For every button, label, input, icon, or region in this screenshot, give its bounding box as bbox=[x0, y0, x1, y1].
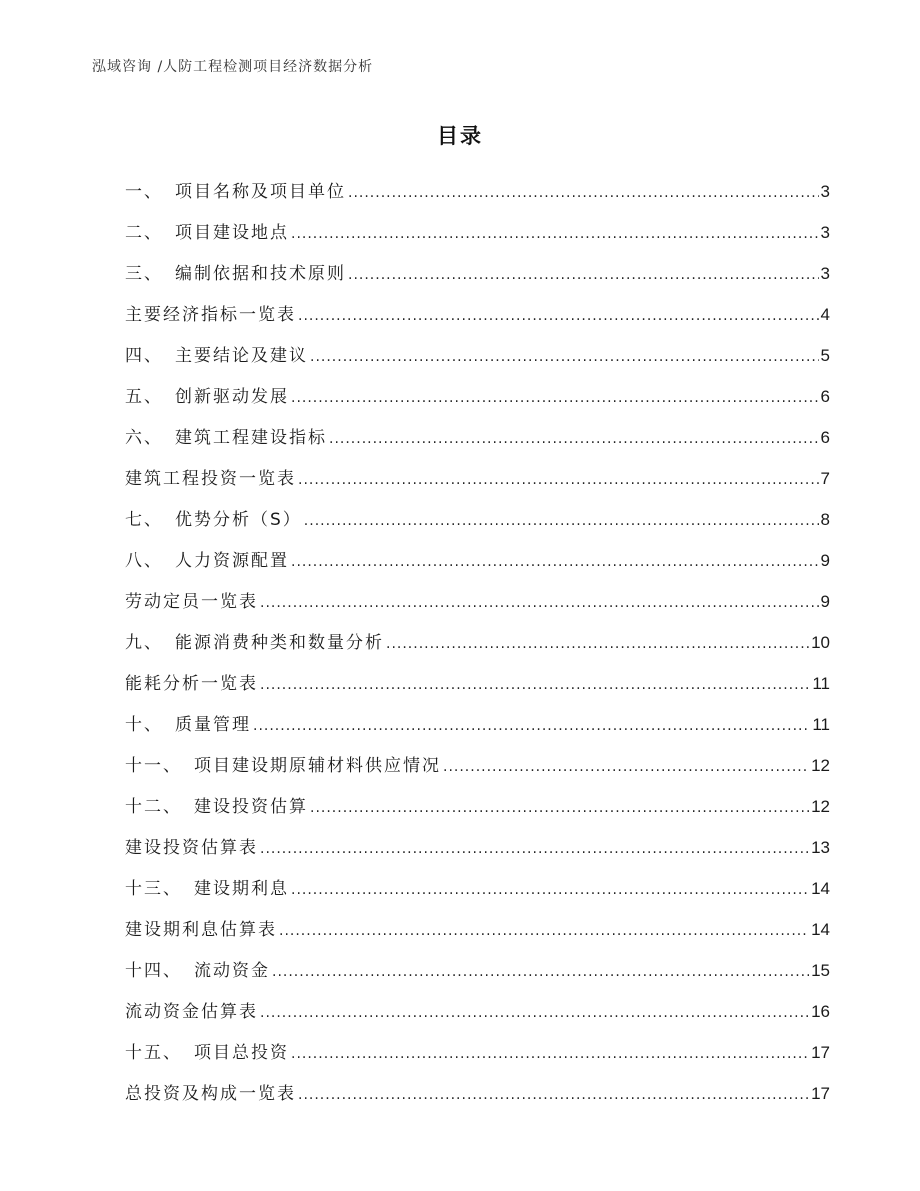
toc-entry-page-number: 6 bbox=[820, 428, 830, 447]
toc-entry[interactable] bbox=[125, 991, 830, 1032]
toc-dot-leader bbox=[298, 1075, 809, 1116]
toc-dot-leader bbox=[310, 337, 819, 378]
toc-dot-leader bbox=[260, 583, 819, 624]
toc-entry-page-number: 12 bbox=[811, 797, 830, 816]
toc-entry-number: 八、 bbox=[125, 551, 163, 571]
toc-dot-leader bbox=[279, 911, 809, 952]
toc-entry[interactable] bbox=[125, 540, 830, 581]
toc-entry[interactable] bbox=[125, 171, 830, 212]
toc-entry[interactable] bbox=[125, 253, 830, 294]
toc-entry[interactable] bbox=[125, 663, 830, 704]
toc-entry-page-number: 13 bbox=[811, 838, 830, 857]
toc-entry[interactable] bbox=[125, 868, 830, 909]
toc-entry-title: 建设投资估算 bbox=[194, 797, 308, 817]
toc-dot-leader bbox=[386, 624, 809, 665]
toc-entry-title: 项目名称及项目单位 bbox=[175, 182, 346, 202]
toc-entry-title: 优势分析（S） bbox=[175, 510, 302, 530]
toc-entry-title: 流动资金 bbox=[194, 961, 270, 981]
toc-entry-page-number: 11 bbox=[812, 674, 830, 693]
toc-entry-title: 能源消费种类和数量分析 bbox=[175, 633, 384, 653]
toc-dot-leader bbox=[310, 788, 809, 829]
toc-entry[interactable] bbox=[125, 376, 830, 417]
toc-entry-page-number: 3 bbox=[820, 182, 830, 201]
toc-entry-title: 编制依据和技术原则 bbox=[175, 264, 346, 284]
toc-entry-page-number: 6 bbox=[820, 387, 830, 406]
toc-dot-leader bbox=[443, 747, 809, 788]
toc-entry-title: 劳动定员一览表 bbox=[125, 592, 258, 612]
toc-entry-page-number: 5 bbox=[820, 346, 830, 365]
toc-entry[interactable] bbox=[125, 499, 830, 540]
toc-entry-number: 十、 bbox=[125, 715, 163, 735]
toc-entry-page-number: 10 bbox=[811, 633, 830, 652]
toc-dot-leader bbox=[298, 460, 819, 501]
toc-entry-title: 流动资金估算表 bbox=[125, 1002, 258, 1022]
toc-entry-title: 建设投资估算表 bbox=[125, 838, 258, 858]
toc-entry-title: 总投资及构成一览表 bbox=[125, 1084, 296, 1104]
toc-entry-number: 十五、 bbox=[125, 1043, 182, 1063]
toc-entry-number: 七、 bbox=[125, 510, 163, 530]
toc-entry-number: 四、 bbox=[125, 346, 163, 366]
page-header: 泓域咨询 /人防工程检测项目经济数据分析 bbox=[92, 59, 374, 75]
toc-dot-leader bbox=[253, 706, 810, 747]
page-title: 目录 bbox=[437, 124, 483, 148]
toc-entry[interactable] bbox=[125, 909, 830, 950]
toc-entry[interactable] bbox=[125, 294, 830, 335]
toc-dot-leader bbox=[291, 870, 809, 911]
toc-entry-number: 六、 bbox=[125, 428, 163, 448]
toc-entry-page-number: 17 bbox=[811, 1043, 830, 1062]
toc-entry-title: 主要经济指标一览表 bbox=[125, 305, 296, 325]
toc-entry-number: 二、 bbox=[125, 223, 163, 243]
toc-entry-page-number: 15 bbox=[811, 961, 830, 980]
toc-dot-leader bbox=[260, 829, 809, 870]
toc-dot-leader bbox=[260, 665, 810, 706]
toc-entry[interactable] bbox=[125, 704, 830, 745]
toc-dot-leader bbox=[291, 378, 819, 419]
toc-entry-title: 建筑工程投资一览表 bbox=[125, 469, 296, 489]
toc-entry[interactable] bbox=[125, 1032, 830, 1073]
toc-dot-leader bbox=[348, 255, 819, 296]
toc-entry-number: 九、 bbox=[125, 633, 163, 653]
toc-entry[interactable] bbox=[125, 417, 830, 458]
toc-dot-leader bbox=[291, 1034, 809, 1075]
toc-entry[interactable] bbox=[125, 581, 830, 622]
toc-entry-page-number: 17 bbox=[811, 1084, 830, 1103]
toc-entry-page-number: 9 bbox=[820, 592, 830, 611]
toc-dot-leader bbox=[272, 952, 809, 993]
toc-entry-title: 项目建设地点 bbox=[175, 223, 289, 243]
toc-dot-leader bbox=[291, 214, 819, 255]
toc-entry-page-number: 9 bbox=[820, 551, 830, 570]
toc-entry-title: 建设期利息估算表 bbox=[125, 920, 277, 940]
toc-dot-leader bbox=[291, 542, 819, 583]
toc-dot-leader bbox=[329, 419, 819, 460]
toc-entry-page-number: 3 bbox=[820, 264, 830, 283]
toc-entry[interactable] bbox=[125, 827, 830, 868]
toc-dot-leader bbox=[260, 993, 809, 1034]
toc-entry-page-number: 14 bbox=[811, 920, 830, 939]
table-of-contents bbox=[125, 171, 830, 1114]
toc-entry-title: 质量管理 bbox=[175, 715, 251, 735]
toc-entry-page-number: 16 bbox=[811, 1002, 830, 1021]
toc-entry-title: 项目建设期原辅材料供应情况 bbox=[194, 756, 441, 776]
toc-dot-leader bbox=[298, 296, 819, 337]
toc-entry-page-number: 8 bbox=[820, 510, 830, 529]
toc-entry-number: 三、 bbox=[125, 264, 163, 284]
toc-entry-page-number: 11 bbox=[812, 715, 830, 734]
toc-entry-title: 建筑工程建设指标 bbox=[175, 428, 327, 448]
toc-entry[interactable] bbox=[125, 786, 830, 827]
toc-entry[interactable] bbox=[125, 212, 830, 253]
toc-entry[interactable] bbox=[125, 745, 830, 786]
toc-entry-title: 主要结论及建议 bbox=[175, 346, 308, 366]
toc-entry-title: 建设期利息 bbox=[194, 879, 289, 899]
toc-dot-leader bbox=[304, 501, 819, 542]
toc-entry-page-number: 7 bbox=[820, 469, 830, 488]
toc-entry[interactable] bbox=[125, 1073, 830, 1114]
toc-entry-number: 十四、 bbox=[125, 961, 182, 981]
toc-entry[interactable] bbox=[125, 950, 830, 991]
toc-entry-number: 十一、 bbox=[125, 756, 182, 776]
toc-entry-title: 能耗分析一览表 bbox=[125, 674, 258, 694]
toc-entry-number: 五、 bbox=[125, 387, 163, 407]
toc-entry[interactable] bbox=[125, 458, 830, 499]
toc-entry-title: 人力资源配置 bbox=[175, 551, 289, 571]
toc-entry-page-number: 12 bbox=[811, 756, 830, 775]
toc-entry-page-number: 14 bbox=[811, 879, 830, 898]
toc-entry-page-number: 4 bbox=[820, 305, 830, 324]
toc-entry[interactable] bbox=[125, 335, 830, 376]
toc-entry-title: 项目总投资 bbox=[194, 1043, 289, 1063]
toc-entry-number: 一、 bbox=[125, 182, 163, 202]
toc-entry-title: 创新驱动发展 bbox=[175, 387, 289, 407]
toc-entry-number: 十二、 bbox=[125, 797, 182, 817]
toc-entry[interactable] bbox=[125, 622, 830, 663]
toc-entry-page-number: 3 bbox=[820, 223, 830, 242]
toc-entry-number: 十三、 bbox=[125, 879, 182, 899]
toc-dot-leader bbox=[348, 173, 819, 214]
